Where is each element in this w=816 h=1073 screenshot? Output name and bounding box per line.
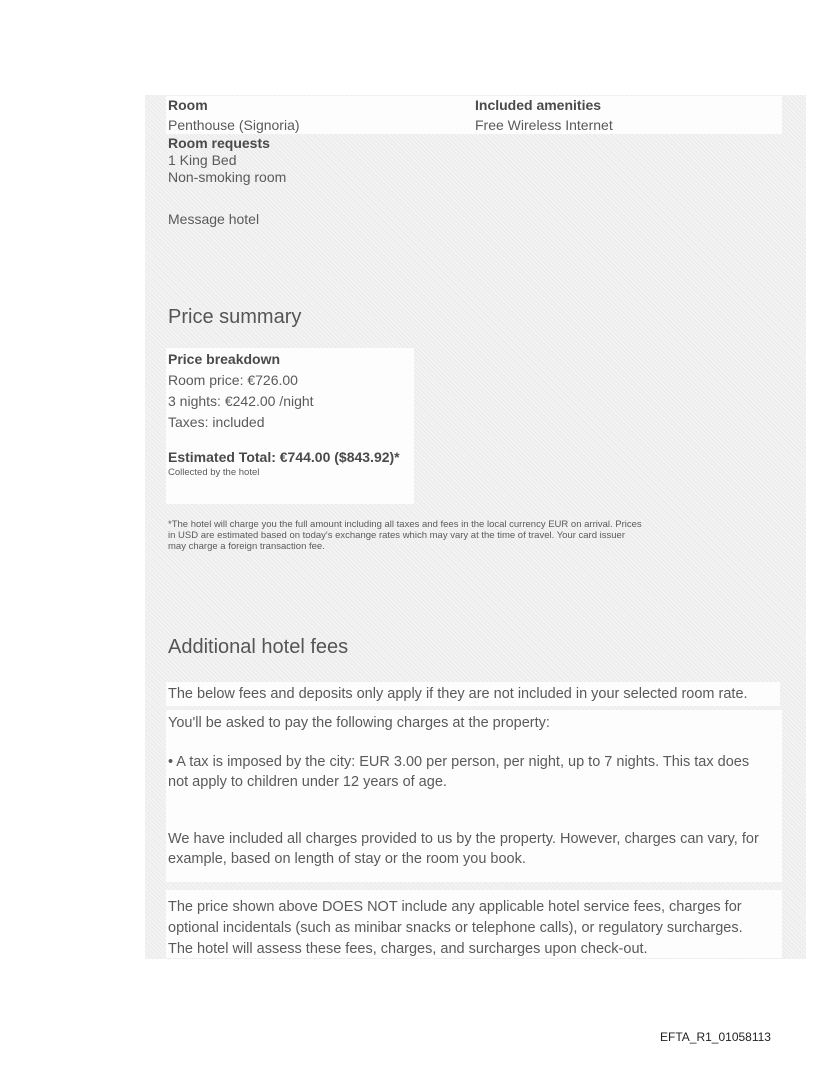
included-charges-line-2: example, based on length of stay or the room you book. [168, 851, 526, 867]
price-note-line-1: The price shown above DOES NOT include any applicable hotel service fees, charges for [168, 899, 742, 915]
asked-to-pay: You'll be asked to pay the following charges at the property: [168, 715, 550, 731]
room-request-smoking: Non-smoking room [168, 169, 287, 185]
collected-by-hotel: Collected by the hotel [168, 467, 260, 478]
city-tax-line-2: not apply to children under 12 years of age. [168, 774, 447, 790]
disclaimer-line-2: in USD are estimated based on today's exchange rates which may vary at the time of travel. Your card issuer [168, 530, 625, 541]
included-charges-line-1: We have included all charges provided to us by the property. However, charges can vary, for [168, 831, 759, 847]
document-id: EFTA_R1_01058113 [660, 1030, 771, 1044]
price-note-line-2: optional incidentals (such as minibar snacks or telephone calls), or regulatory surcharges. [168, 920, 743, 936]
room-price: Room price: €726.00 [168, 372, 298, 388]
city-tax-line-1: • A tax is imposed by the city: EUR 3.00 per person, per night, up to 7 nights. This tax does [168, 754, 750, 770]
estimated-total: Estimated Total: €744.00 ($843.92)* [168, 449, 400, 465]
price-breakdown-heading: Price breakdown [168, 351, 281, 367]
disclaimer-line-1: *The hotel will charge you the full amount including all taxes and fees in the local currency EUR on arrival. Prices [168, 519, 642, 530]
additional-fees-title: Additional hotel fees [168, 636, 349, 658]
room-heading: Room [168, 97, 208, 113]
room-request-bed: 1 King Bed [168, 152, 237, 168]
price-note-line-3: The hotel will assess these fees, charges, and surcharges upon check-out. [168, 941, 648, 957]
message-hotel-link[interactable]: Message hotel [168, 211, 260, 227]
amenity-item: Free Wireless Internet [475, 117, 613, 133]
amenities-heading: Included amenities [475, 97, 602, 113]
fees-intro: The below fees and deposits only apply if they are not included in your selected room rate. [168, 686, 748, 702]
taxes-line: Taxes: included [168, 414, 265, 430]
room-requests-heading: Room requests [168, 135, 270, 151]
nights-price: 3 nights: €242.00 /night [168, 393, 314, 409]
disclaimer-line-3: may charge a foreign transaction fee. [168, 541, 325, 552]
room-name: Penthouse (Signoria) [168, 117, 300, 133]
price-summary-title: Price summary [168, 306, 302, 328]
